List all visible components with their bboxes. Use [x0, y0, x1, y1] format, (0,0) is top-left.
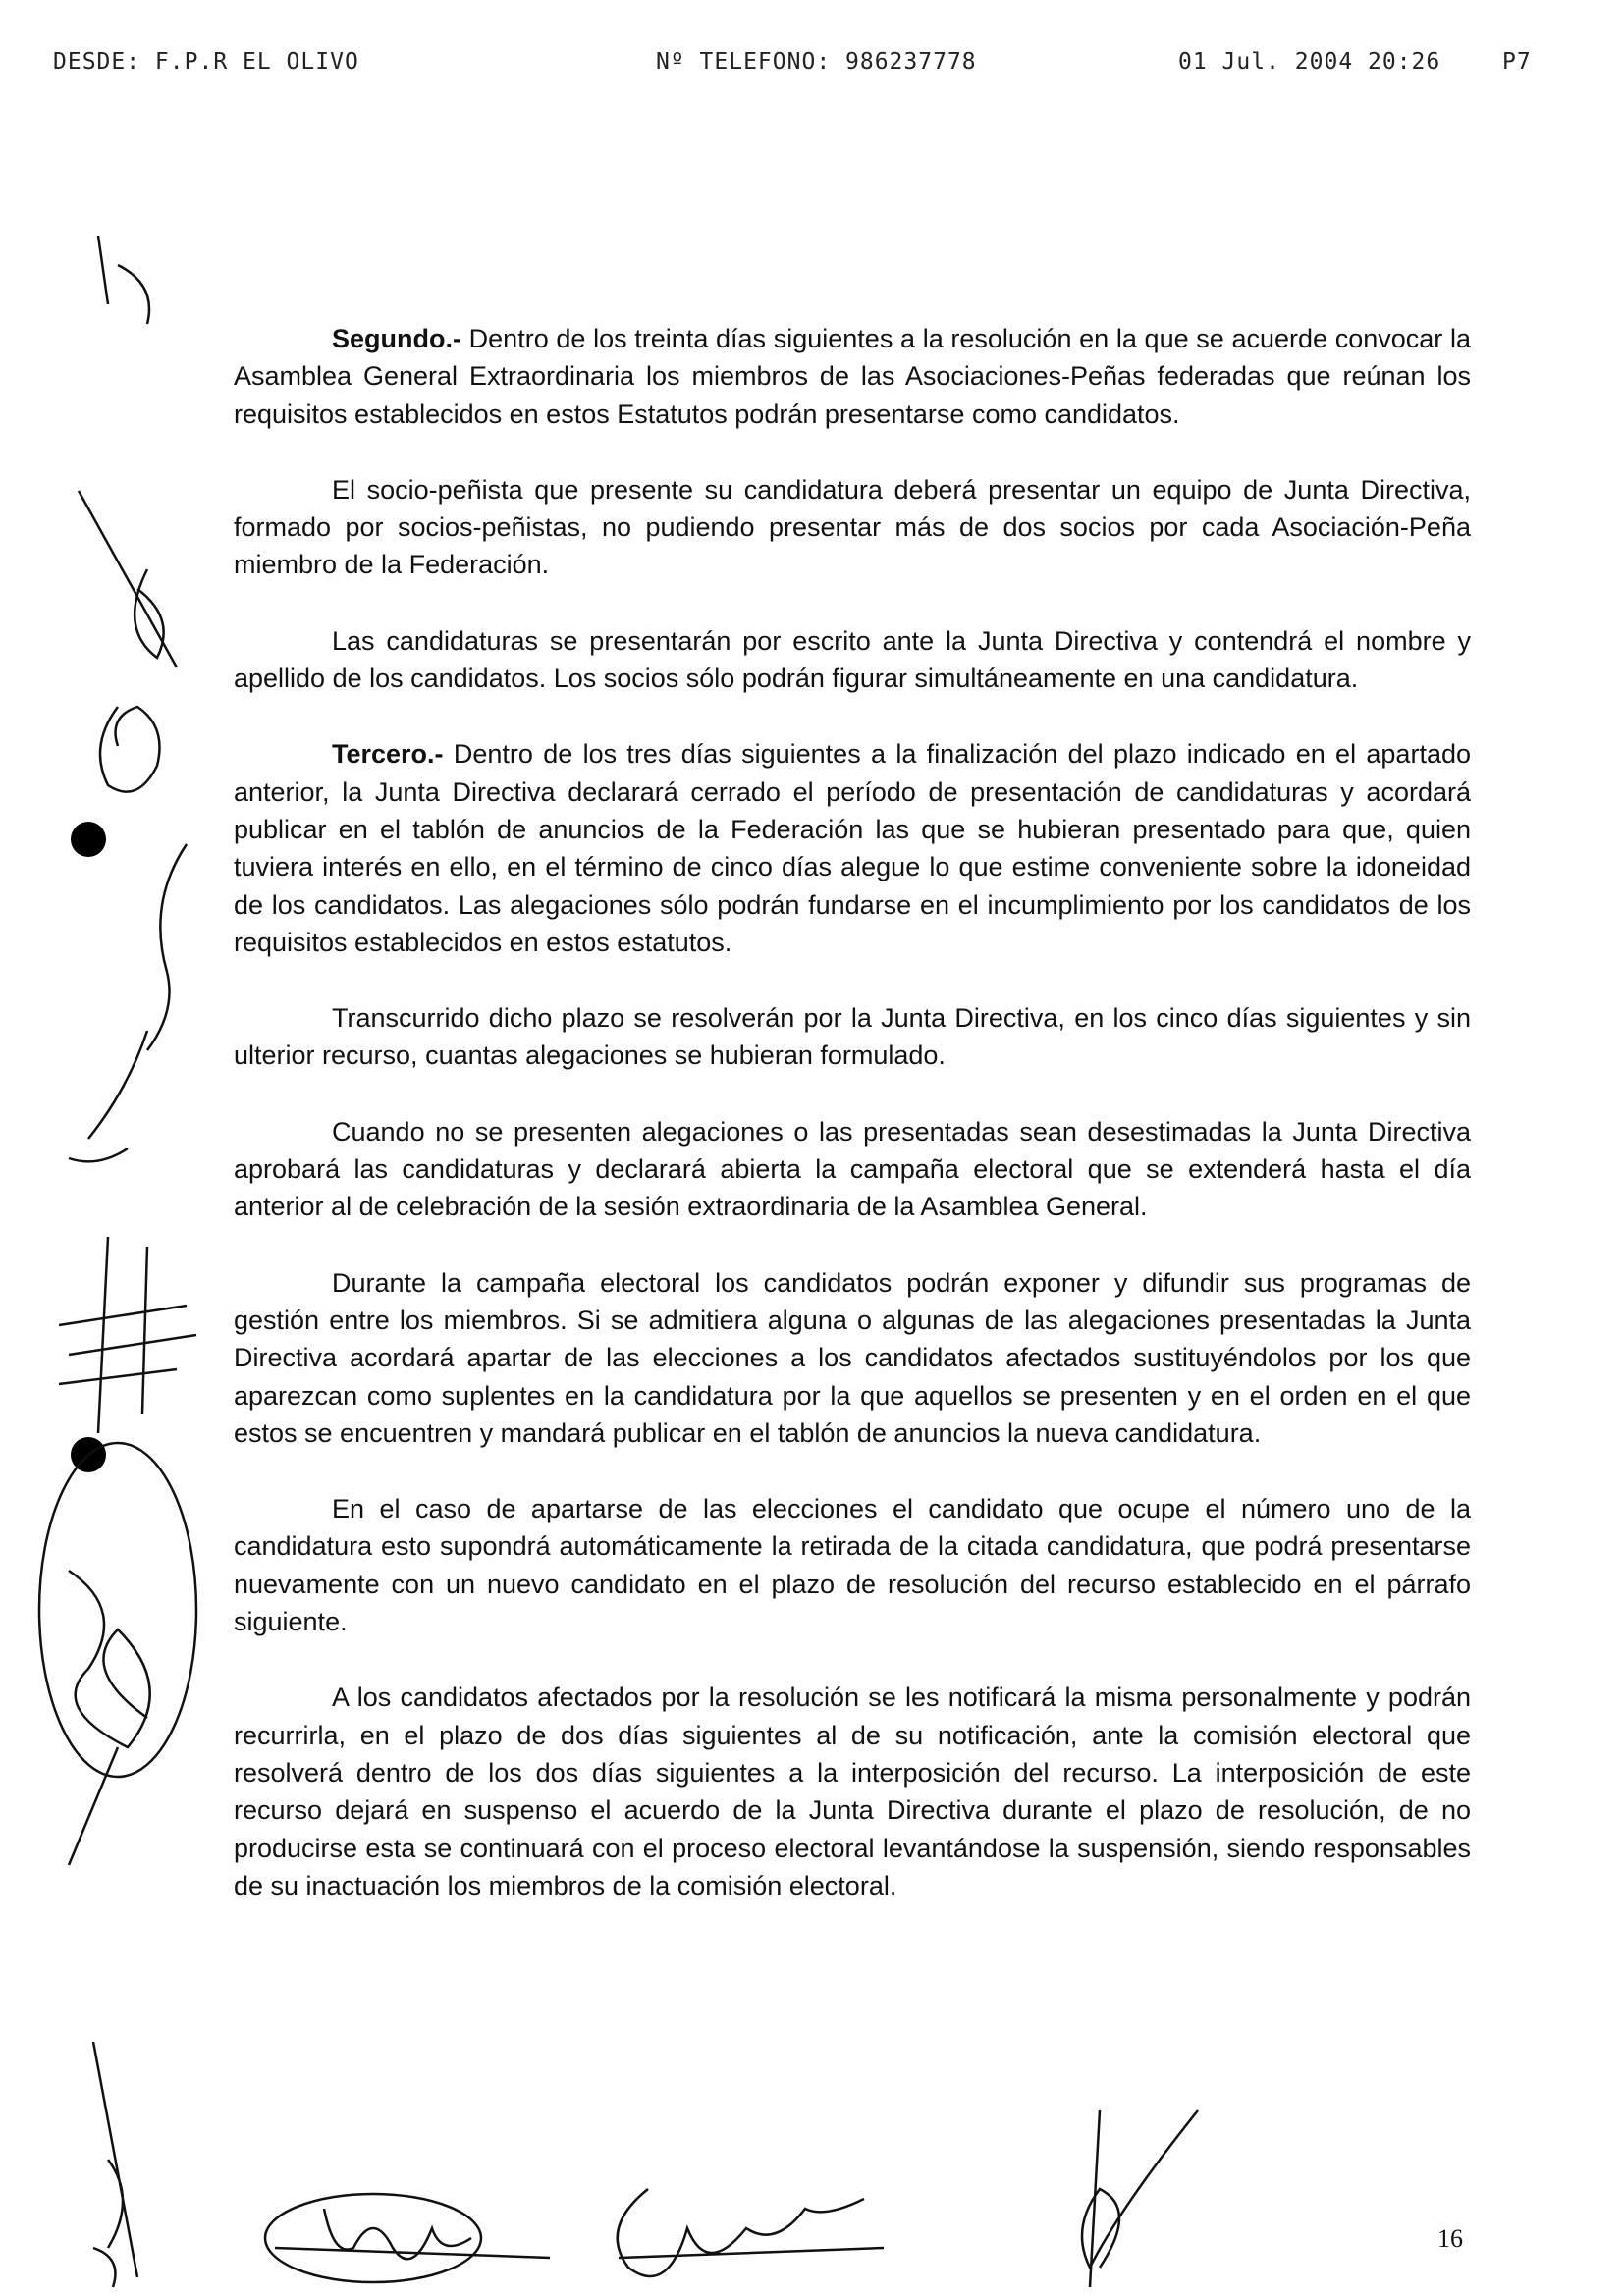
margin-signature: [69, 844, 187, 1161]
bottom-signature: [275, 2209, 550, 2259]
paragraph-text: Dentro de los tres días siguientes a la finalización del plazo indicado en el apartado anterior, la Junta Directiva declarará cerrado el período de presentación de candidaturas y acordará publicar en el tablón de anuncios de la Federación las que se hubieran presentado para que, quien tuviera interés en ello, en el término de cinco días alegue lo que estime conveniente sobre la idoneidad de los candidatos. Las alegaciones sólo podrán fundarse en el incumplimiento por los candidatos de los requisitos establecidos en estos estatutos.: [234, 739, 1471, 957]
punch-hole-icon: [71, 822, 106, 857]
fax-datetime: 01 Jul. 2004 20:26: [1178, 49, 1441, 75]
paragraph-text: Durante la campaña electoral los candidatos podrán exponer y difundir sus programas de gestión entre los miembros. Si se admitiera alguna o algunas de las alegaciones presentadas la Junta Directiva acordará apartar de las elecciones a los candidatos afectados sustituyéndolos por los que aparezcan como suplentes en la candidatura por la que aquellos se presenten y en el orden en el que estos se encuentren y mandará publicar en el tablón de anuncios la nueva candidatura.: [234, 1267, 1471, 1448]
fax-phone: Nº TELEFONO: 986237778: [656, 49, 977, 75]
paragraph-text: Dentro de los treinta días siguientes a la resolución en la que se acuerde convocar la Asamblea General Extraordinaria los miembros de las Asociaciones-Peñas federadas que reúnan los requisitos establecidos en estos Estatutos podrán presentarse como candidatos.: [234, 324, 1471, 429]
bottom-signature: [1082, 2110, 1198, 2287]
paragraph-lead: Segundo.-: [332, 324, 461, 353]
fax-page: P7: [1502, 49, 1532, 75]
paragraph-text: En el caso de apartarse de las elecciones el candidato que ocupe el número uno de la candidatura esto supondrá automáticamente la retirada de la citada candidatura, que podrá presentarse nuevamente con un nuevo candidato en el plazo de resolución del recurso establecido en el párrafo siguiente.: [234, 1494, 1471, 1637]
fax-sender: DESDE: F.P.R EL OLIVO: [53, 49, 359, 75]
paragraph-text: Las candidaturas se presentarán por escrito ante la Junta Directiva y contendrá el nombre y apellido de los candidatos. Los socios sólo podrán figurar simultáneamente en una candidatura.: [234, 625, 1471, 694]
margin-signature: [100, 707, 160, 792]
bottom-signature: [265, 2194, 481, 2282]
paragraph-text: Cuando no se presenten alegaciones o las presentadas sean desestimadas la Junta Directiva aprobará las candidaturas y declarará abierta la campaña electoral que se extenderá hasta el día anterior al de celebración de la sesión extraordinaria de la Asamblea General.: [234, 1116, 1471, 1222]
margin-signature: [93, 2042, 137, 2287]
margin-signature: [79, 236, 177, 667]
margin-signature: [59, 1237, 196, 1433]
page-number: 16: [1437, 2224, 1463, 2253]
margin-signature: [39, 1443, 196, 1777]
bottom-signature: [618, 2189, 884, 2276]
paragraph-text: Transcurrido dicho plazo se resolverán por la Junta Directiva, en los cinco días siguientes y sin ulterior recurso, cuantas alegaciones se hubieran formulado.: [234, 1003, 1471, 1071]
paragraph-lead: Tercero.-: [332, 739, 444, 770]
margin-signature: [69, 1571, 150, 1865]
paragraph-text: A los candidatos afectados por la resolución se les notificará la misma personalmente y podrán recurrirla, en el plazo de dos días siguientes al de su notificación, ante la comisión electoral que resolverá dentro de los dos días siguientes a la interposición del recurso. La interposición de este recurso dejará en suspenso el acuerdo de la Junta Directiva durante el plazo de resolución, de no producirse esta se continuará con el proceso electoral levantándose la suspensión, siendo responsables de su inactuación los miembros de la comisión electoral.: [234, 1682, 1471, 1900]
paragraph-text: El socio-peñista que presente su candidatura deberá presentar un equipo de Junta Directiva, formado por socios-peñistas, no pudiendo presentar más de dos socios por cada Asociación-Peña miembro de la Federación.: [234, 474, 1471, 580]
